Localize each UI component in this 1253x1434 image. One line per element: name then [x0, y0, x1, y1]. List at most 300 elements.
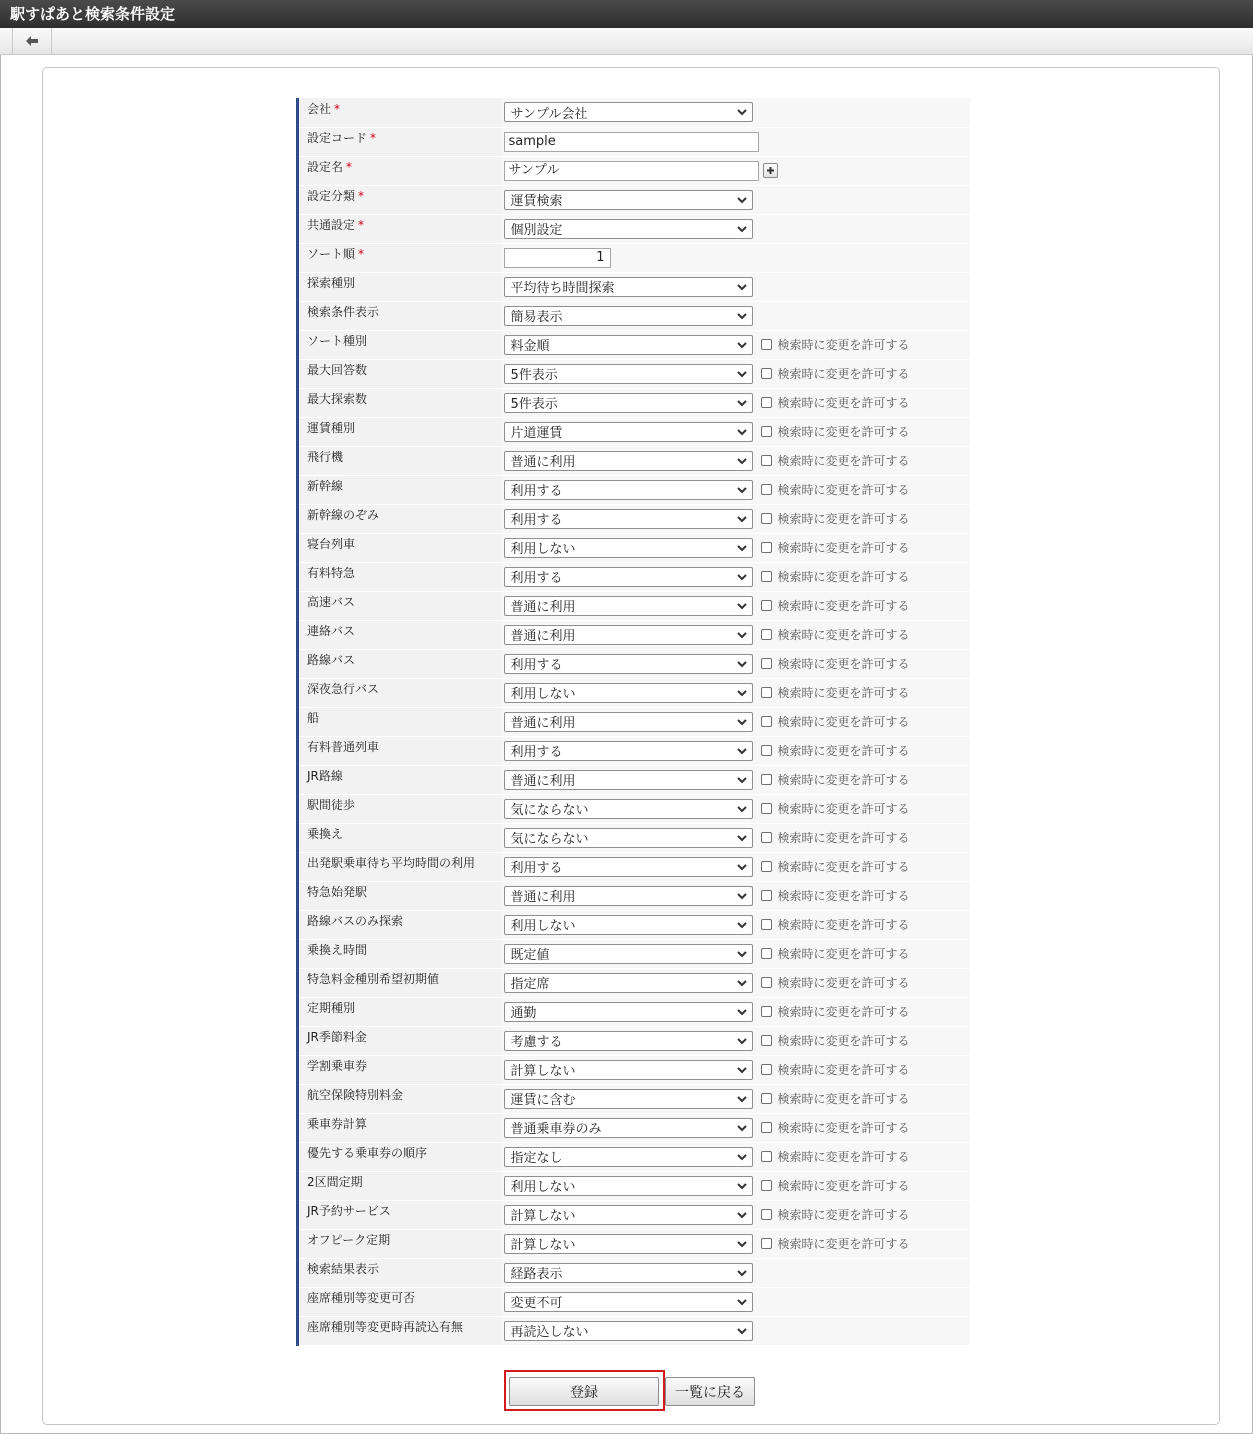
- allow-change-label: 検索時に変更を許可する: [777, 338, 910, 352]
- chevron-down-icon: [736, 629, 748, 641]
- allow-change-option[interactable]: [761, 684, 910, 701]
- label-text: 設定コード: [307, 131, 368, 145]
- chevron-down-icon: [736, 1064, 748, 1076]
- form-row: [298, 939, 971, 968]
- shared-select[interactable]: [504, 219, 753, 239]
- field-label: [298, 185, 501, 214]
- label-text: 路線バスのみ探索: [307, 914, 404, 928]
- select-value: 片道運賃: [510, 426, 563, 441]
- form-row: [298, 997, 971, 1026]
- back-to-list-button[interactable]: 一覧に戻る: [665, 1377, 755, 1406]
- option-select[interactable]: [504, 625, 753, 645]
- form-row: [298, 446, 971, 475]
- allow-change-checkbox[interactable]: [761, 1006, 772, 1017]
- label-text: 有料普通列車: [307, 740, 380, 754]
- select-value: 普通に利用: [510, 716, 576, 731]
- select-value: 5件表示: [510, 397, 558, 412]
- allow-change-option[interactable]: [761, 1061, 910, 1078]
- option-select[interactable]: [504, 712, 753, 732]
- field-label: [298, 359, 501, 388]
- form-row: [298, 330, 971, 359]
- select-value: 利用する: [510, 658, 563, 673]
- form-row: [298, 794, 971, 823]
- label-text: 飛行機: [307, 450, 344, 464]
- field-label: [298, 417, 501, 446]
- form-row-code: [298, 127, 971, 156]
- option-select[interactable]: [504, 654, 753, 674]
- select-value: 計算しない: [510, 1209, 576, 1224]
- chevron-down-icon: [736, 658, 748, 670]
- allow-change-label: 検索時に変更を許可する: [777, 1150, 910, 1164]
- allow-change-label: 検索時に変更を許可する: [777, 628, 910, 642]
- form-row: [298, 591, 971, 620]
- form-row: [298, 533, 971, 562]
- required-mark: *: [358, 189, 365, 203]
- field-label: [298, 736, 501, 765]
- allow-change-label: 検索時に変更を許可する: [777, 1208, 910, 1222]
- select-value: 考慮する: [510, 1035, 563, 1050]
- allow-change-label: 検索時に変更を許可する: [777, 541, 910, 555]
- allow-change-label: 検索時に変更を許可する: [777, 1179, 910, 1193]
- allow-change-checkbox[interactable]: [761, 571, 772, 582]
- allow-change-checkbox[interactable]: [761, 1093, 772, 1104]
- label-text: 座席種別等変更可否: [307, 1291, 416, 1305]
- allow-change-label: 検索時に変更を許可する: [777, 367, 910, 381]
- allow-change-option[interactable]: [761, 945, 910, 962]
- allow-change-checkbox[interactable]: [761, 919, 772, 930]
- allow-change-checkbox[interactable]: [761, 687, 772, 698]
- field-label: [298, 707, 501, 736]
- field-label: [298, 127, 501, 156]
- option-select[interactable]: [504, 538, 753, 558]
- option-select[interactable]: [504, 1118, 753, 1138]
- allow-change-checkbox[interactable]: [761, 890, 772, 901]
- form-row: [298, 1142, 971, 1171]
- label-text: 路線バス: [307, 653, 356, 667]
- allow-change-checkbox[interactable]: [761, 1035, 772, 1046]
- category-select[interactable]: [504, 190, 753, 210]
- form-row: [298, 910, 971, 939]
- allow-change-option[interactable]: [761, 365, 910, 382]
- allow-change-checkbox[interactable]: [761, 368, 772, 379]
- required-mark: *: [370, 131, 377, 145]
- option-select[interactable]: [504, 1147, 753, 1167]
- allow-change-option[interactable]: [761, 568, 910, 585]
- chevron-down-icon: [736, 832, 748, 844]
- option-select[interactable]: [504, 567, 753, 587]
- allow-change-label: 検索時に変更を許可する: [777, 918, 910, 932]
- label-text: 駅間徒歩: [307, 798, 356, 812]
- required-mark: *: [358, 247, 365, 261]
- chevron-down-icon: [736, 542, 748, 554]
- chevron-down-icon: [736, 803, 748, 815]
- select-value: 利用する: [510, 513, 563, 528]
- allow-change-option[interactable]: [761, 742, 910, 759]
- allow-change-checkbox[interactable]: [761, 484, 772, 495]
- option-select[interactable]: [504, 451, 753, 471]
- allow-change-option[interactable]: [761, 713, 910, 730]
- option-select[interactable]: [504, 944, 753, 964]
- required-mark: *: [334, 101, 341, 116]
- select-value: 普通に利用: [510, 890, 576, 905]
- option-select[interactable]: [504, 857, 753, 877]
- allow-change-label: 検索時に変更を許可する: [777, 1092, 910, 1106]
- field-label: [298, 649, 501, 678]
- required-mark: *: [346, 160, 353, 174]
- form-row-sort-order: [298, 243, 971, 272]
- allow-change-checkbox[interactable]: [761, 1209, 772, 1220]
- name-input[interactable]: サンプル: [504, 161, 759, 181]
- field-label: [298, 1287, 501, 1316]
- select-value: 5件表示: [510, 368, 558, 383]
- chevron-down-icon: [736, 397, 748, 409]
- form-row-category: [298, 185, 971, 214]
- form-row: [298, 823, 971, 852]
- label-text: 特急料金種別希望初期値: [307, 972, 440, 986]
- field-label: [298, 272, 501, 301]
- option-select[interactable]: [504, 1263, 753, 1283]
- select-value: 利用しない: [510, 919, 576, 934]
- allow-change-checkbox[interactable]: [761, 948, 772, 959]
- label-text: 座席種別等変更時再読込有無: [307, 1320, 464, 1334]
- chevron-down-icon: [736, 600, 748, 612]
- option-select[interactable]: [504, 1292, 753, 1312]
- label-text: 共通設定: [307, 218, 356, 232]
- allow-change-label: 検索時に変更を許可する: [777, 831, 910, 845]
- form-row: [298, 301, 971, 330]
- field-label: [298, 1258, 501, 1287]
- field-label: [298, 881, 501, 910]
- chevron-down-icon: [736, 1093, 748, 1105]
- allow-change-label: 検索時に変更を許可する: [777, 1237, 910, 1251]
- allow-change-option[interactable]: [761, 626, 910, 643]
- label-text: 会社: [307, 101, 332, 116]
- allow-change-checkbox[interactable]: [761, 426, 772, 437]
- option-select[interactable]: [504, 393, 753, 413]
- select-value: 運賃に含む: [510, 1093, 576, 1108]
- label-text: 運賃種別: [307, 421, 356, 435]
- select-value: 気にならない: [510, 832, 589, 847]
- allow-change-option[interactable]: [761, 1206, 910, 1223]
- allow-change-checkbox[interactable]: [761, 397, 772, 408]
- settings-form: [296, 98, 970, 1346]
- select-value: サンプル会社: [510, 106, 588, 122]
- chevron-down-icon: [736, 426, 748, 438]
- form-row: [298, 1316, 971, 1345]
- label-text: 優先する乗車券の順序: [307, 1146, 428, 1160]
- label-text: 乗車券計算: [307, 1117, 368, 1131]
- form-row: [298, 881, 971, 910]
- chevron-down-icon: [736, 281, 748, 293]
- allow-change-option[interactable]: [761, 1177, 910, 1194]
- select-value: 利用しない: [510, 687, 576, 702]
- allow-change-label: 検索時に変更を許可する: [777, 1005, 910, 1019]
- allow-change-option[interactable]: [761, 394, 910, 411]
- allow-change-option[interactable]: [761, 655, 910, 672]
- allow-change-label: 検索時に変更を許可する: [777, 1034, 910, 1048]
- chevron-down-icon: [736, 977, 748, 989]
- allow-change-checkbox[interactable]: [761, 542, 772, 553]
- chevron-down-icon: [736, 1180, 748, 1192]
- code-input[interactable]: sample: [504, 132, 759, 152]
- option-select[interactable]: [504, 277, 753, 297]
- option-select[interactable]: [504, 770, 753, 790]
- allow-change-option[interactable]: [761, 510, 910, 527]
- select-value: 利用する: [510, 745, 563, 760]
- allow-change-option[interactable]: [761, 1003, 910, 1020]
- field-label: [298, 852, 501, 881]
- chevron-down-icon: [736, 861, 748, 873]
- label-text: 定期種別: [307, 1001, 356, 1015]
- option-select[interactable]: [504, 973, 753, 993]
- label-text: 新幹線: [307, 479, 344, 493]
- allow-change-checkbox[interactable]: [761, 977, 772, 988]
- allow-change-option[interactable]: [761, 829, 910, 846]
- field-label: [298, 620, 501, 649]
- allow-change-checkbox[interactable]: [761, 745, 772, 756]
- select-value: 運賃検索: [510, 194, 563, 209]
- select-value: 指定席: [510, 977, 550, 992]
- allow-change-checkbox[interactable]: [761, 1151, 772, 1162]
- allow-change-label: 検索時に変更を許可する: [777, 860, 910, 874]
- label-text: 乗換え: [307, 827, 344, 841]
- option-select[interactable]: [504, 335, 753, 355]
- label-text: JR予約サービス: [307, 1204, 391, 1218]
- allow-change-label: 検索時に変更を許可する: [777, 1063, 910, 1077]
- allow-change-label: 検索時に変更を許可する: [777, 599, 910, 613]
- option-select[interactable]: [504, 1002, 753, 1022]
- allow-change-option[interactable]: [761, 771, 910, 788]
- label-text: 特急始発駅: [307, 885, 368, 899]
- form-row: [298, 417, 971, 446]
- allow-change-checkbox[interactable]: [761, 832, 772, 843]
- allow-change-label: 検索時に変更を許可する: [777, 889, 910, 903]
- field-label: [298, 446, 501, 475]
- option-select[interactable]: [504, 364, 753, 384]
- form-row: [298, 707, 971, 736]
- select-value: 計算しない: [510, 1238, 576, 1253]
- allow-change-option[interactable]: [761, 539, 910, 556]
- allow-change-option[interactable]: [761, 597, 910, 614]
- select-value: 利用する: [510, 484, 563, 499]
- field-label: [298, 1084, 501, 1113]
- label-text: 学割乗車券: [307, 1059, 368, 1073]
- option-select[interactable]: [504, 509, 753, 529]
- select-value: 経路表示: [510, 1267, 563, 1282]
- allow-change-option[interactable]: [761, 800, 910, 817]
- allow-change-checkbox[interactable]: [761, 774, 772, 785]
- option-select[interactable]: [504, 799, 753, 819]
- allow-change-checkbox[interactable]: [761, 1238, 772, 1249]
- field-label: [298, 533, 501, 562]
- allow-change-checkbox[interactable]: [761, 629, 772, 640]
- allow-change-option[interactable]: [761, 1032, 910, 1049]
- select-value: 普通に利用: [510, 600, 576, 615]
- option-select[interactable]: [504, 422, 753, 442]
- allow-change-option[interactable]: [761, 974, 910, 991]
- allow-change-label: 検索時に変更を許可する: [777, 976, 910, 990]
- toolbar: [0, 28, 1253, 55]
- label-text: 寝台列車: [307, 537, 356, 551]
- option-select[interactable]: [504, 1234, 753, 1254]
- allow-change-checkbox[interactable]: [761, 803, 772, 814]
- allow-change-checkbox[interactable]: [761, 1180, 772, 1191]
- field-label: [298, 562, 501, 591]
- form-row-company: [298, 98, 971, 127]
- option-select[interactable]: [504, 1089, 753, 1109]
- allow-change-option[interactable]: [761, 1235, 910, 1252]
- chevron-down-icon: [736, 1035, 748, 1047]
- form-row: [298, 968, 971, 997]
- allow-change-checkbox[interactable]: [761, 1064, 772, 1075]
- chevron-down-icon: [736, 716, 748, 728]
- chevron-down-icon: [736, 571, 748, 583]
- back-button[interactable]: [12, 28, 52, 54]
- label-text: 出発駅乗車待ち平均時間の利用: [307, 856, 476, 870]
- field-label: [298, 1229, 501, 1258]
- field-label: [298, 388, 501, 417]
- chevron-down-icon: [736, 339, 748, 351]
- chevron-down-icon: [736, 194, 748, 206]
- field-label: [298, 330, 501, 359]
- register-button[interactable]: 登録: [509, 1377, 659, 1406]
- select-value: 利用する: [510, 571, 563, 586]
- label-text: 設定名: [307, 160, 344, 174]
- option-select[interactable]: [504, 480, 753, 500]
- option-select[interactable]: [504, 596, 753, 616]
- field-label: [298, 794, 501, 823]
- field-label: [298, 156, 501, 185]
- select-value: 簡易表示: [510, 310, 563, 325]
- form-row: [298, 620, 971, 649]
- field-label: [298, 939, 501, 968]
- field-label: [298, 1026, 501, 1055]
- form-row: [298, 562, 971, 591]
- sort-order-input[interactable]: 1: [504, 248, 611, 268]
- allow-change-checkbox[interactable]: [761, 658, 772, 669]
- form-row: [298, 736, 971, 765]
- field-label: [298, 504, 501, 533]
- field-label: [298, 765, 501, 794]
- field-label: [298, 823, 501, 852]
- allow-change-option[interactable]: [761, 1119, 910, 1136]
- allow-change-option[interactable]: [761, 1148, 910, 1165]
- company-select[interactable]: [504, 102, 753, 122]
- label-text: 2区間定期: [307, 1175, 363, 1189]
- arrow-left-icon: [25, 35, 39, 47]
- allow-change-label: 検索時に変更を許可する: [777, 773, 910, 787]
- form-row: [298, 765, 971, 794]
- form-row-shared: [298, 214, 971, 243]
- chevron-down-icon: [736, 1122, 748, 1134]
- plus-icon: [766, 166, 775, 175]
- form-row: [298, 678, 971, 707]
- field-label: [298, 910, 501, 939]
- allow-change-option[interactable]: [761, 887, 910, 904]
- allow-change-checkbox[interactable]: [761, 455, 772, 466]
- form-row: [298, 359, 971, 388]
- option-select[interactable]: [504, 915, 753, 935]
- option-select[interactable]: [504, 1060, 753, 1080]
- label-text: 連絡バス: [307, 624, 356, 638]
- allow-change-checkbox[interactable]: [761, 600, 772, 611]
- label-text: 新幹線のぞみ: [307, 508, 380, 522]
- allow-change-option[interactable]: [761, 916, 910, 933]
- allow-change-label: 検索時に変更を許可する: [777, 1121, 910, 1135]
- allow-change-option[interactable]: [761, 858, 910, 875]
- field-label: [298, 678, 501, 707]
- form-row: [298, 1026, 971, 1055]
- field-label: [298, 214, 501, 243]
- allow-change-checkbox[interactable]: [761, 716, 772, 727]
- chevron-down-icon: [736, 368, 748, 380]
- allow-change-checkbox[interactable]: [761, 1122, 772, 1133]
- allow-change-option[interactable]: [761, 423, 910, 440]
- form-row: [298, 1084, 971, 1113]
- select-value: 指定なし: [510, 1151, 563, 1166]
- form-row: [298, 272, 971, 301]
- label-text: 深夜急行バス: [307, 682, 380, 696]
- chevron-down-icon: [736, 1209, 748, 1221]
- chevron-down-icon: [736, 455, 748, 467]
- allow-change-label: 検索時に変更を許可する: [777, 657, 910, 671]
- add-localized-name-button[interactable]: [763, 163, 778, 178]
- label-text: JR季節料金: [307, 1030, 367, 1044]
- allow-change-option[interactable]: [761, 336, 910, 353]
- select-value: 変更不可: [510, 1296, 563, 1311]
- chevron-down-icon: [736, 919, 748, 931]
- option-select[interactable]: [504, 1031, 753, 1051]
- option-select[interactable]: [504, 886, 753, 906]
- chevron-down-icon: [736, 1238, 748, 1250]
- select-value: 既定値: [510, 948, 550, 963]
- chevron-down-icon: [736, 1267, 748, 1279]
- option-select[interactable]: [504, 683, 753, 703]
- option-select[interactable]: [504, 306, 753, 326]
- allow-change-checkbox[interactable]: [761, 339, 772, 350]
- field-label: [298, 475, 501, 504]
- label-text: ソート種別: [307, 334, 368, 348]
- allow-change-checkbox[interactable]: [761, 861, 772, 872]
- allow-change-label: 検索時に変更を許可する: [777, 744, 910, 758]
- chevron-down-icon: [736, 890, 748, 902]
- field-label: [298, 1200, 501, 1229]
- form-row: [298, 504, 971, 533]
- chevron-down-icon: [736, 223, 748, 235]
- select-value: 平均待ち時間探索: [510, 281, 615, 296]
- allow-change-option[interactable]: [761, 1090, 910, 1107]
- select-value: 利用する: [510, 861, 563, 876]
- field-label: [298, 98, 501, 127]
- chevron-down-icon: [736, 484, 748, 496]
- option-select[interactable]: [504, 828, 753, 848]
- allow-change-label: 検索時に変更を許可する: [777, 396, 910, 410]
- label-text: 乗換え時間: [307, 943, 368, 957]
- allow-change-checkbox[interactable]: [761, 513, 772, 524]
- allow-change-option[interactable]: [761, 452, 910, 469]
- label-text: オフピーク定期: [307, 1233, 391, 1247]
- select-value: 再読込しない: [510, 1325, 589, 1340]
- label-text: ソート順: [307, 247, 356, 261]
- option-select[interactable]: [504, 1321, 753, 1341]
- allow-change-option[interactable]: [761, 481, 910, 498]
- option-select[interactable]: [504, 741, 753, 761]
- option-select[interactable]: [504, 1176, 753, 1196]
- option-select[interactable]: [504, 1205, 753, 1225]
- chevron-down-icon: [736, 1151, 748, 1163]
- form-row: [298, 475, 971, 504]
- field-label: [298, 1171, 501, 1200]
